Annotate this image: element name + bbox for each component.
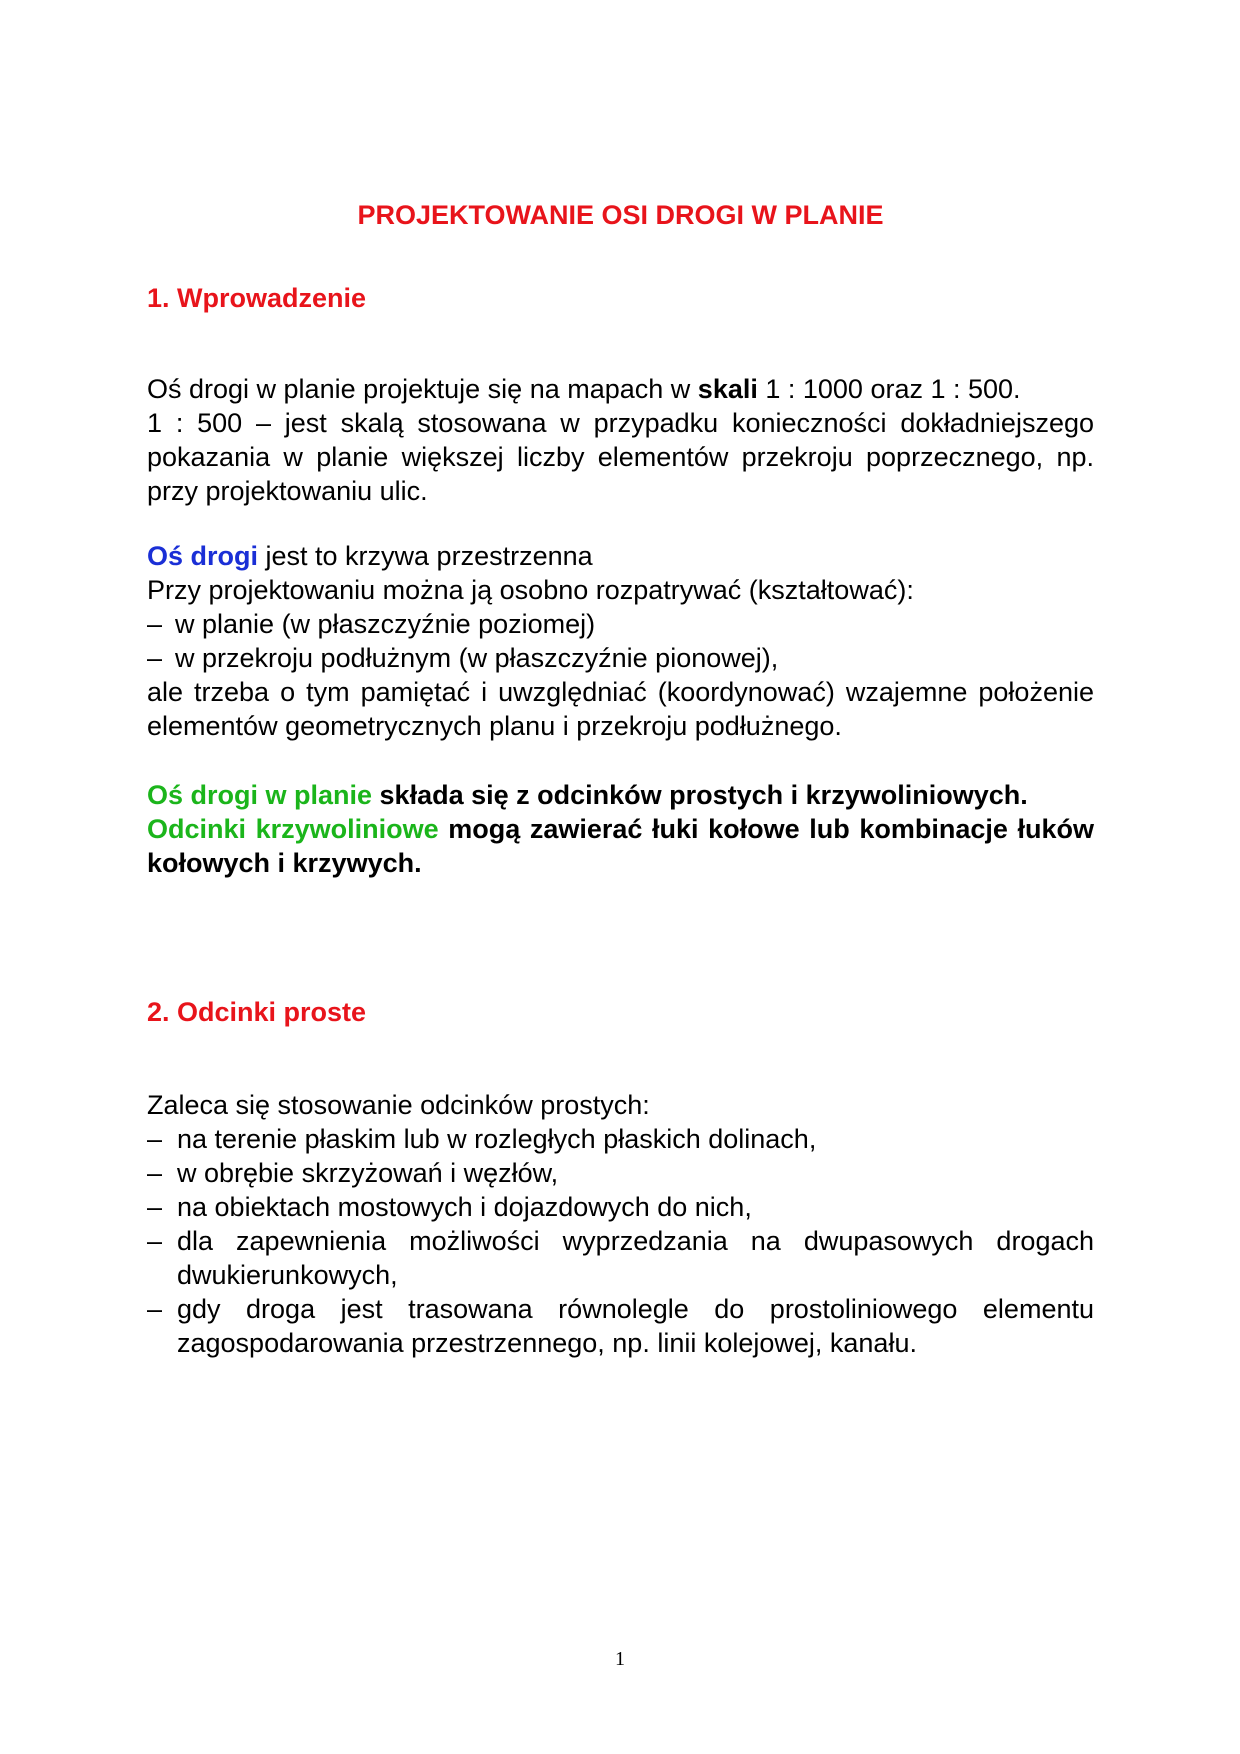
list-item: – na terenie płaskim lub w rozległych płaskich dolinach,: [147, 1124, 817, 1154]
scale-sentence: Oś drogi w planie projektuje się na mapach w skali 1 : 1000 oraz 1 : 500.: [147, 374, 1021, 404]
section-2-intro: Zaleca się stosowanie odcinków prostych:: [147, 1090, 650, 1120]
term-os-drogi-w-planie: Oś drogi w planie: [147, 780, 373, 810]
axis-line-2: Przy projektowaniu można ją osobno rozpatrywać (kształtować):: [147, 575, 914, 605]
scale-explanation: 1 : 500 – jest skalą stosowana w przypadku konieczności dokładniejszego pokazania w planie większej liczby elementów przekroju poprzecznego, np. przy projektowaniu ulic.: [147, 408, 1094, 506]
scale-bold: skali: [697, 374, 758, 404]
axis-item-2: – w przekroju podłużnym (w płaszczyźnie pionowej),: [147, 643, 779, 673]
list-item: – gdy droga jest trasowana równolegle do prostoliniowego elementu zagospodarowania przestrzennego, np. linii kolejowej, kanału.: [147, 1294, 1094, 1358]
axis-tail: ale trzeba o tym pamiętać i uwzględniać (koordynować) wzajemne położenie elementów geometrycznych planu i przekroju podłużnego.: [147, 677, 1094, 741]
section-1-paragraph-axis: Oś drogi jest to krzywa przestrzenna Przy projektowaniu można ją osobno rozpatrywać (kształtować): – w planie (w płaszczyźnie poziomej) – w przekroju podłużnym (w płaszczyźnie pionowej), ale trzeba o tym pamiętać i uwzględniać (koordynować) wzajemne położenie elementów geometrycznych planu i przekroju podłużnego.: [147, 541, 1094, 741]
section-1-paragraph-scale: [147, 372, 1094, 508]
page-number: 1: [615, 1648, 625, 1670]
section-2-list: [147, 1088, 1094, 1360]
list-item: – na obiektach mostowych i dojazdowych do nich,: [147, 1192, 752, 1222]
term-os-drogi: Oś drogi: [147, 541, 259, 571]
list-item: – w obrębie skrzyżowań i węzłów,: [147, 1158, 559, 1188]
axis-item-1: – w planie (w płaszczyźnie poziomej): [147, 609, 596, 639]
list-item: – dla zapewnienia możliwości wyprzedzania na dwupasowych drogach dwukierunkowych,: [147, 1226, 1094, 1290]
section-2-heading: 2. Odcinki proste: [147, 997, 367, 1027]
section-1-heading: 1. Wprowadzenie: [147, 283, 367, 313]
section-1-paragraph-plan: Oś drogi w planie składa się z odcinków prostych i krzywoliniowych. Odcinki krzywoliniowe mogą zawierać łuki kołowe lub kombinacje łuków kołowych i krzywych.: [147, 780, 1094, 878]
document-title: PROJEKTOWANIE OSI DROGI W PLANIE: [357, 200, 884, 230]
term-odcinki-krzywoliniowe: Odcinki krzywoliniowe: [147, 814, 439, 844]
